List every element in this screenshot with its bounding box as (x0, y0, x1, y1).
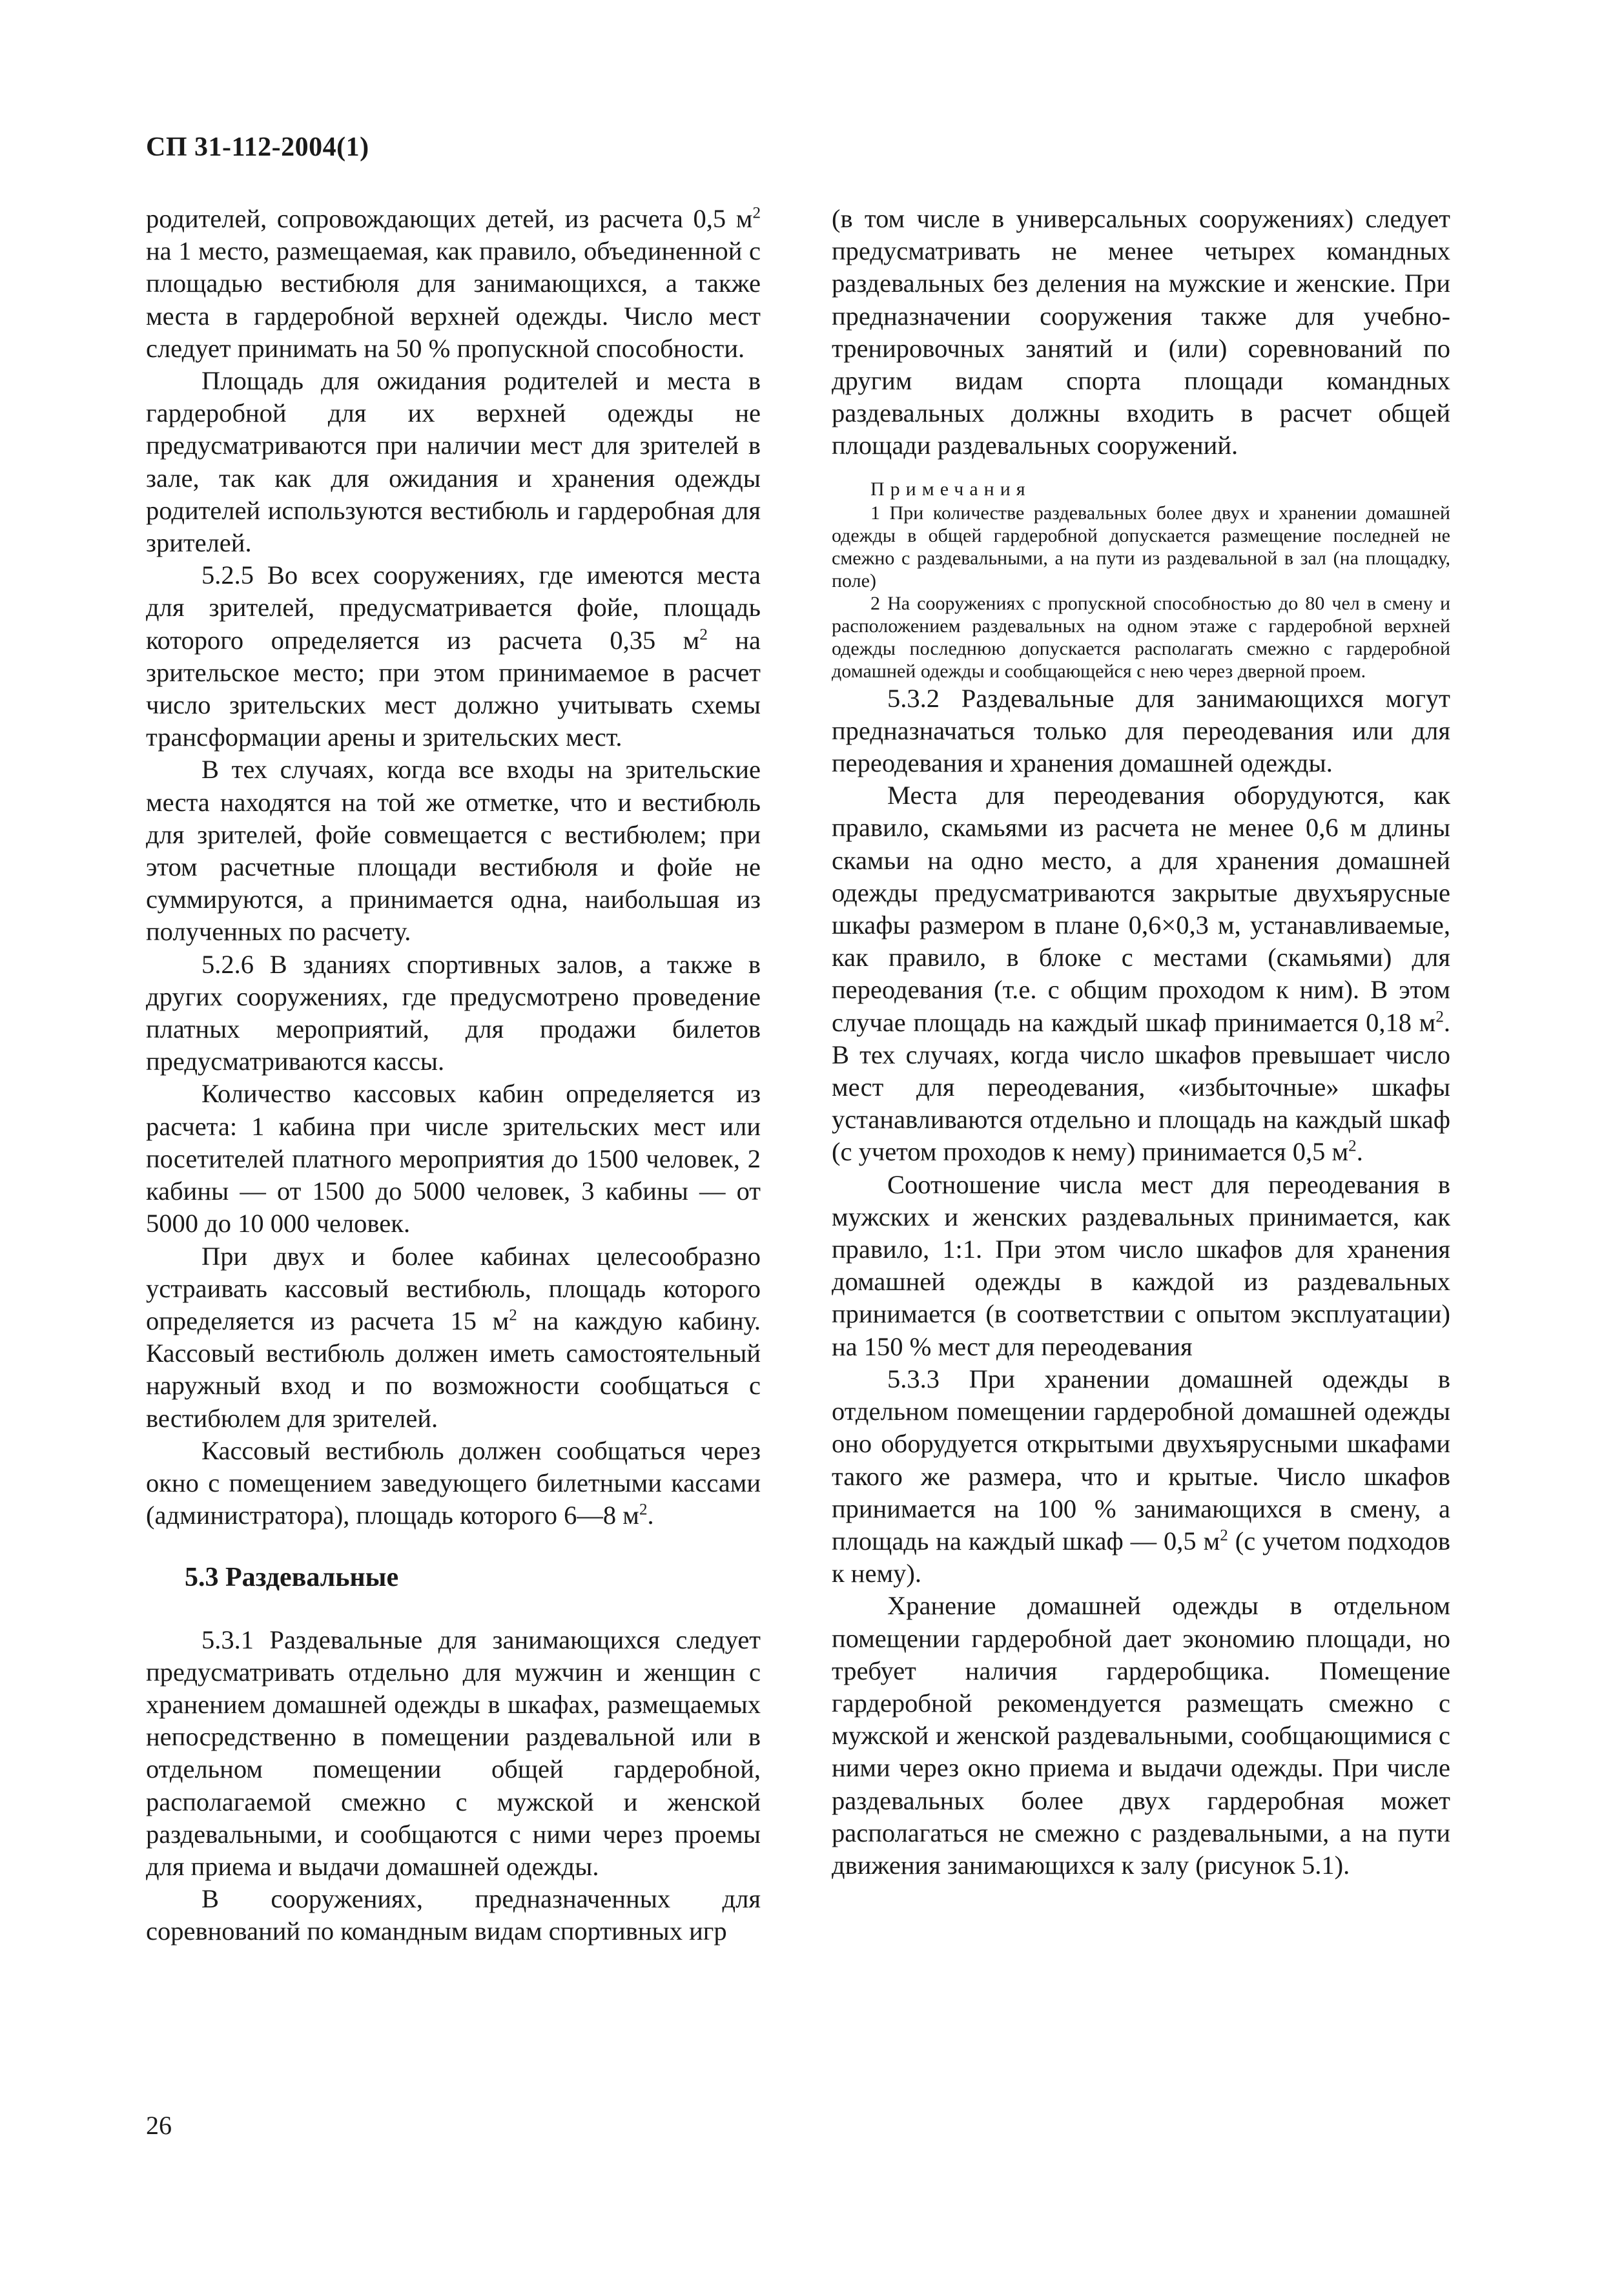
paragraph (832, 779, 1450, 1168)
paragraph-text: При двух и более кабинах целесообразно устраивать кассовый вестибюль, площадь которого определяется из расчета 15 м (146, 1241, 761, 1335)
paragraph: В сооружениях, предназначенных для соревнований по командным видам спортивных игр (146, 1884, 761, 1946)
superscript: 2 (1435, 1008, 1444, 1026)
superscript: 2 (1220, 1526, 1228, 1545)
paragraph-text: . В тех случаях, когда число шкафов превышает число мест для переодевания, «избыточные» шкафы устанавливаются отдельно и площадь на каждый шкаф (с учетом проходов к нему) принимается 0,5 м (832, 1007, 1450, 1167)
paragraph: Хранение домашней одежды в отдельном помещении гардеробной дает экономию площади, но требует наличия гардеробщика. Помещение гардеробной рекомендуется размещать смежно с мужской и женской раздевальными, сообщающимися с ними через окно приема и выдачи одежды. При числе раздевальных более двух гардеробная может располагаться не смежно с раздевальными, а на пути движения занимающихся к залу (рисунок 5.1). (832, 1591, 1450, 1880)
paragraph-text: (с учетом подходов к нему). (832, 1526, 1450, 1588)
paragraph-text: 5.3.3 При хранении домашней одежды в отдельном помещении гардеробной домашней одежды оно оборудуется открытыми двухъярусными шкафами такого же размера, что и крытые. Число шкафов принимается на 100 % занимающихся в смену, а площадь на каждый шкаф — 0,5 м (832, 1364, 1450, 1556)
superscript: 2 (639, 1501, 648, 1519)
paragraph-text: на 1 место, размещаемая, как правило, объединенной с площадью вестибюля для занимающихся, а также места в гардеробной верхней одежды. Число мест следует принимать на 50 % пропускной способности. (146, 236, 761, 363)
document-code-header: СП 31-112-2004(1) (146, 132, 369, 162)
superscript: 2 (752, 204, 761, 222)
section-heading: 5.3 Раздевальные (185, 1563, 399, 1593)
paragraph-text: Кассовый вестибюль должен сообщаться через окно с помещением заведующего билетными кассами (администратора), площадь которого 6—8 м (146, 1435, 761, 1530)
paragraph (146, 559, 761, 754)
paragraph: 5.3.2 Раздевальные для занимающихся могут предназначаться только для переодевания или для переодевания и хранения домашней одежды. (832, 683, 1450, 778)
left-text-column (146, 203, 761, 1948)
right-text-column (832, 203, 1450, 1882)
paragraph (146, 1435, 761, 1532)
paragraph: Соотношение числа мест для переодевания в мужских и женских раздевальных принимается, как правило, 1:1. При этом число шкафов для хранения домашней одежды в каждой из раздевальных принимается (в соответствии с опытом эксплуатации) на 150 % мест для переодевания (832, 1169, 1450, 1361)
paragraph: (в том числе в универсальных сооружениях) следует предусматривать не менее четырех командных раздевальных без деления на мужские и женские. При предназначении сооружения также для учебно-тренировочных занятий и (или) соревнований по другим видам спорта площади командных раздевальных должны входить в расчет общей площади раздевальных сооружений. (832, 204, 1450, 460)
paragraph (832, 1363, 1450, 1590)
paragraph-text: . (647, 1501, 654, 1530)
paragraph (146, 1240, 761, 1435)
paragraph (146, 203, 761, 365)
paragraph: 5.2.6 В зданиях спортивных залов, а также в других сооружениях, где предусмотрено проведение платных мероприятий, для продажи билетов предусматриваются кассы. (146, 949, 761, 1076)
paragraph: Количество кассовых кабин определяется из расчета: 1 кабина при числе зрительских мест или посетителей платного мероприятия до 1500 человек, 2 кабины — от 1500 до 5000 человек, 3 кабины — от 5000 до 10 000 человек. (146, 1079, 761, 1238)
paragraph-text: . (1356, 1137, 1363, 1167)
notes-block (832, 478, 1450, 683)
paragraph-text: 5.2.5 Во всех сооружениях, где имеются места для зрителей, предусматривается фойе, площадь которого определяется из расчета 0,35 м (146, 560, 761, 655)
paragraph: Площадь для ожидания родителей и места в гардеробной для их верхней одежды не предусматриваются при наличии мест для зрителей в зале, так как для ожидания и хранения одежды родителей используются вестибюль и гардеробная для зрителей. (146, 366, 761, 558)
superscript: 2 (699, 626, 708, 644)
note-item: 1 При количестве раздевальных более двух и хранении домашней одежды в общей гардеробной допускается размещение последней не смежно с раздевальными, а на пути из раздевальной в зал (на площадку, поле) (832, 502, 1450, 591)
paragraph-text: родителей, сопровождающих детей, из расчета 0,5 м (146, 204, 753, 233)
paragraph-text: на зрительское место; при этом принимаемое в расчет число зрительских мест должно учитывать схемы трансформации арены и зрительских мест. (146, 625, 761, 752)
paragraph: 5.3.1 Раздевальные для занимающихся следует предусматривать отдельно для мужчин и женщин с хранением домашней одежды в шкафах, размещаемых непосредственно в помещении раздевальной или в отдельном помещении общей гардеробной, располагаемой смежно с мужской и женской раздевальными, и сообщаются с ними через проемы для приема и выдачи домашней одежды. (146, 1625, 761, 1881)
superscript: 2 (1348, 1137, 1357, 1155)
note-item: 2 На сооружениях с пропускной способностью до 80 чел в смену и расположением раздевальных на одном этаже с гардеробной верхней одежды последнюю допускается располагать смежно с гардеробной домашней одежды и сообщающейся с нею через дверной проем. (832, 592, 1450, 682)
paragraph-text: на каждую кабину. Кассовый вестибюль должен иметь самостоятельный наружный вход и по возможности сообщаться с вестибюлем для зрителей. (146, 1306, 761, 1433)
paragraph-text: Места для переодевания оборудуются, как правило, скамьями из расчета не менее 0,6 м длины скамьи на одно место, а для хранения домашней одежды предусматриваются закрытые двухъярусные шкафы размером в плане 0,6×0,3 м, устанавливаемые, как правило, в блоке с местами (скамьями) для переодевания (т.е. с общим проходом к ним). В этом случае площадь на каждый шкаф принимается 0,18 м (832, 781, 1450, 1037)
notes-title: Примечания (870, 478, 1031, 500)
superscript: 2 (509, 1306, 517, 1324)
page-number: 26 (146, 2111, 172, 2140)
paragraph: В тех случаях, когда все входы на зрительские места находятся на той же отметке, что и вестибюль для зрителей, фойе совмещается с вестибюлем; при этом расчетные площади вестибюля и фойе не суммируются, а принимается одна, наибольшая из полученных по расчету. (146, 755, 761, 947)
